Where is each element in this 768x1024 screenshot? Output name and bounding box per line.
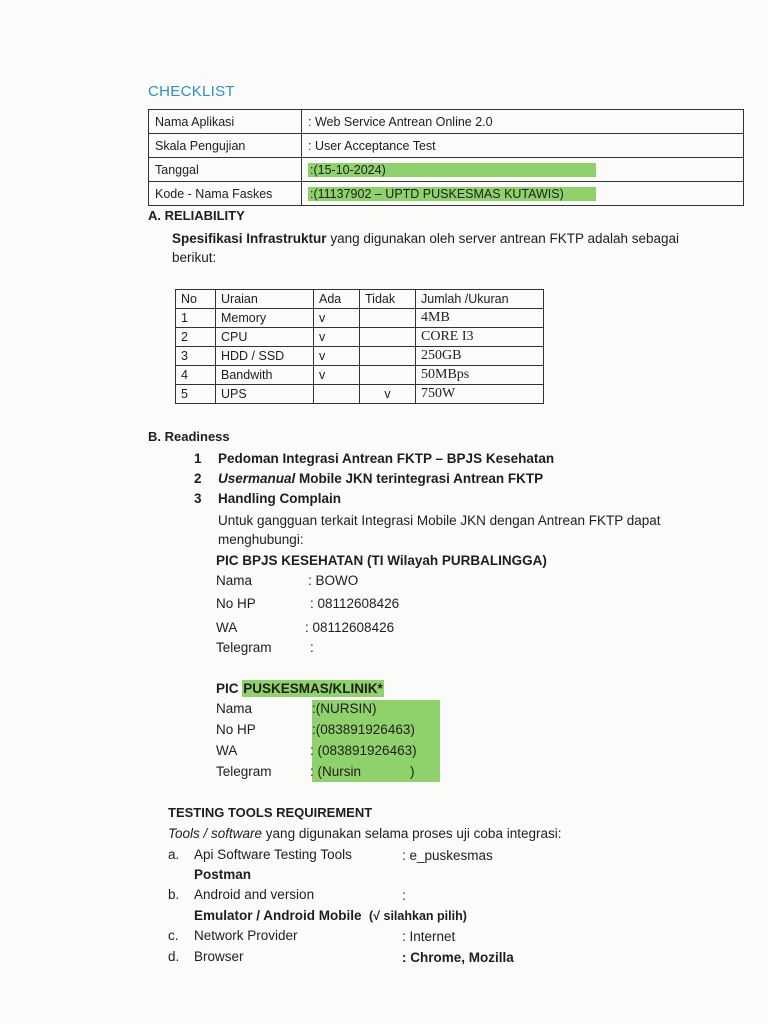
table-row [149, 182, 744, 206]
readiness-item-num: 1 [194, 451, 202, 466]
col-header: Jumlah /Ukuran [416, 290, 544, 309]
checklist-title: CHECKLIST [148, 83, 235, 100]
cell-tidak [360, 309, 416, 328]
col-header: No [176, 290, 216, 309]
pic-puskesmas-telegram-label: Telegram [216, 764, 272, 779]
header-label: Nama Aplikasi [149, 110, 302, 134]
testing-item-letter: c. [168, 928, 179, 943]
cell-tidak [360, 347, 416, 366]
testing-item-value: : Chrome, Mozilla [402, 950, 514, 965]
pic-puskesmas-hp-label: No HP [216, 722, 256, 737]
pic-puskesmas-nama-label: Nama [216, 701, 253, 716]
cell-size: 50MBps [416, 366, 544, 385]
testing-item-letter: d. [168, 949, 180, 964]
cell-tidak: v [360, 385, 416, 404]
pic-puskesmas-nama-value: :(NURSIN) [312, 701, 377, 716]
pic-bpjs-wa-value: : 08112608426 [305, 620, 395, 635]
cell-size: CORE I3 [416, 328, 544, 347]
testing-item-note: (√ silahkan pilih) [369, 909, 467, 923]
header-label: Tanggal [149, 158, 302, 182]
complain-line1: Untuk gangguan terkait Integrasi Mobile JKN dengan Antrean FKTP dapat [218, 513, 661, 528]
pic-puskesmas-hp-value: :(083891926463) [312, 722, 415, 737]
spec-table [175, 289, 544, 404]
testing-item-sub [194, 908, 467, 923]
testing-item-sub: Postman [194, 867, 252, 882]
cell-no: 1 [176, 309, 216, 328]
cell-no: 2 [176, 328, 216, 347]
testing-item-letter: a. [168, 847, 180, 862]
pic-bpjs-telegram-value: : [310, 640, 314, 655]
readiness-item-italic: Usermanual [218, 471, 296, 486]
reliability-intro [172, 231, 679, 246]
pic-puskesmas-heading [216, 681, 384, 696]
testing-heading: TESTING TOOLS REQUIREMENT [168, 805, 373, 820]
cell-ada [314, 385, 360, 404]
header-value [302, 182, 744, 206]
cell-item: UPS [216, 385, 314, 404]
header-table [148, 109, 744, 206]
reliability-intro-rest: yang digunakan oleh server antrean FKTP adalah sebagai [326, 231, 680, 246]
cell-no: 3 [176, 347, 216, 366]
pic-puskesmas-heading-highlight: PUSKESMAS/KLINIK* [243, 681, 383, 696]
pic-puskesmas-telegram-close: ) [410, 764, 415, 779]
cell-ada: v [314, 347, 360, 366]
readiness-heading: B. Readiness [148, 429, 230, 444]
cell-tidak [360, 328, 416, 347]
header-label: Skala Pengujian [149, 134, 302, 158]
testing-item-value: : Internet [402, 929, 456, 944]
readiness-item [218, 471, 543, 486]
table-row [176, 309, 544, 328]
table-row [149, 134, 744, 158]
cell-item: CPU [216, 328, 314, 347]
table-row [176, 347, 544, 366]
pic-bpjs-telegram-label: Telegram [216, 640, 272, 655]
pic-bpjs-nama-label: Nama [216, 573, 253, 588]
pic-puskesmas-wa-value: : (083891926463) [310, 743, 417, 758]
testing-item-label: Android and version [194, 887, 315, 902]
cell-size: 4MB [416, 309, 544, 328]
pic-bpjs-wa-label: WA [216, 620, 238, 635]
cell-item: Memory [216, 309, 314, 328]
date-value-highlight: :(15-10-2024) [308, 163, 596, 177]
cell-ada: v [314, 366, 360, 385]
cell-ada: v [314, 309, 360, 328]
cell-size: 750W [416, 385, 544, 404]
cell-no: 4 [176, 366, 216, 385]
table-header-row [176, 290, 544, 309]
testing-intro [168, 826, 561, 841]
cell-size: 250GB [416, 347, 544, 366]
testing-intro-italic: Tools / software [168, 826, 263, 841]
header-value: : User Acceptance Test [302, 134, 744, 158]
pic-bpjs-nama-value: : BOWO [308, 573, 359, 588]
readiness-item: Handling Complain [218, 491, 341, 506]
readiness-item: Pedoman Integrasi Antrean FKTP – BPJS Kesehatan [218, 451, 555, 466]
reliability-intro-line2: berikut: [172, 250, 217, 265]
cell-no: 5 [176, 385, 216, 404]
table-row [176, 328, 544, 347]
cell-ada: v [314, 328, 360, 347]
testing-item-value: : [402, 888, 406, 903]
pic-bpjs-hp-label: No HP [216, 596, 256, 611]
header-value [302, 158, 744, 182]
pic-bpjs-hp-value: : 08112608426 [310, 596, 400, 611]
faskes-value-highlight: :(11137902 – UPTD PUSKESMAS KUTAWIS) [308, 187, 596, 201]
pic-bpjs-heading: PIC BPJS KESEHATAN (TI Wilayah PURBALINGGA) [216, 553, 547, 568]
pic-puskesmas-heading-plain: PIC [216, 681, 243, 696]
cell-item: HDD / SSD [216, 347, 314, 366]
header-value: : Web Service Antrean Online 2.0 [302, 110, 744, 134]
header-label: Kode - Nama Faskes [149, 182, 302, 206]
pic-puskesmas-wa-label: WA [216, 743, 238, 758]
testing-item-sub-text: Emulator / Android Mobile [194, 908, 362, 923]
col-header: Uraian [216, 290, 314, 309]
table-row [149, 110, 744, 134]
testing-item-label: Api Software Testing Tools [194, 847, 352, 862]
readiness-item-num: 3 [194, 491, 202, 506]
table-row [176, 385, 544, 404]
testing-item-value: : e_puskesmas [402, 848, 493, 863]
pic-puskesmas-telegram-value: : (Nursin [310, 764, 362, 779]
testing-intro-rest: yang digunakan selama proses uji coba integrasi: [262, 826, 562, 841]
cell-tidak [360, 366, 416, 385]
col-header: Ada [314, 290, 360, 309]
testing-item-letter: b. [168, 887, 180, 902]
table-row [176, 366, 544, 385]
cell-item: Bandwith [216, 366, 314, 385]
col-header: Tidak [360, 290, 416, 309]
reliability-heading: A. RELIABILITY [148, 208, 245, 223]
testing-item-label: Network Provider [194, 928, 298, 943]
reliability-intro-bold: Spesifikasi Infrastruktur [172, 231, 327, 246]
readiness-item-text: Mobile JKN terintegrasi Antrean FKTP [295, 471, 544, 486]
readiness-item-num: 2 [194, 471, 202, 486]
table-row [149, 158, 744, 182]
complain-line2: menghubungi: [218, 532, 304, 547]
testing-item-label: Browser [194, 949, 244, 964]
